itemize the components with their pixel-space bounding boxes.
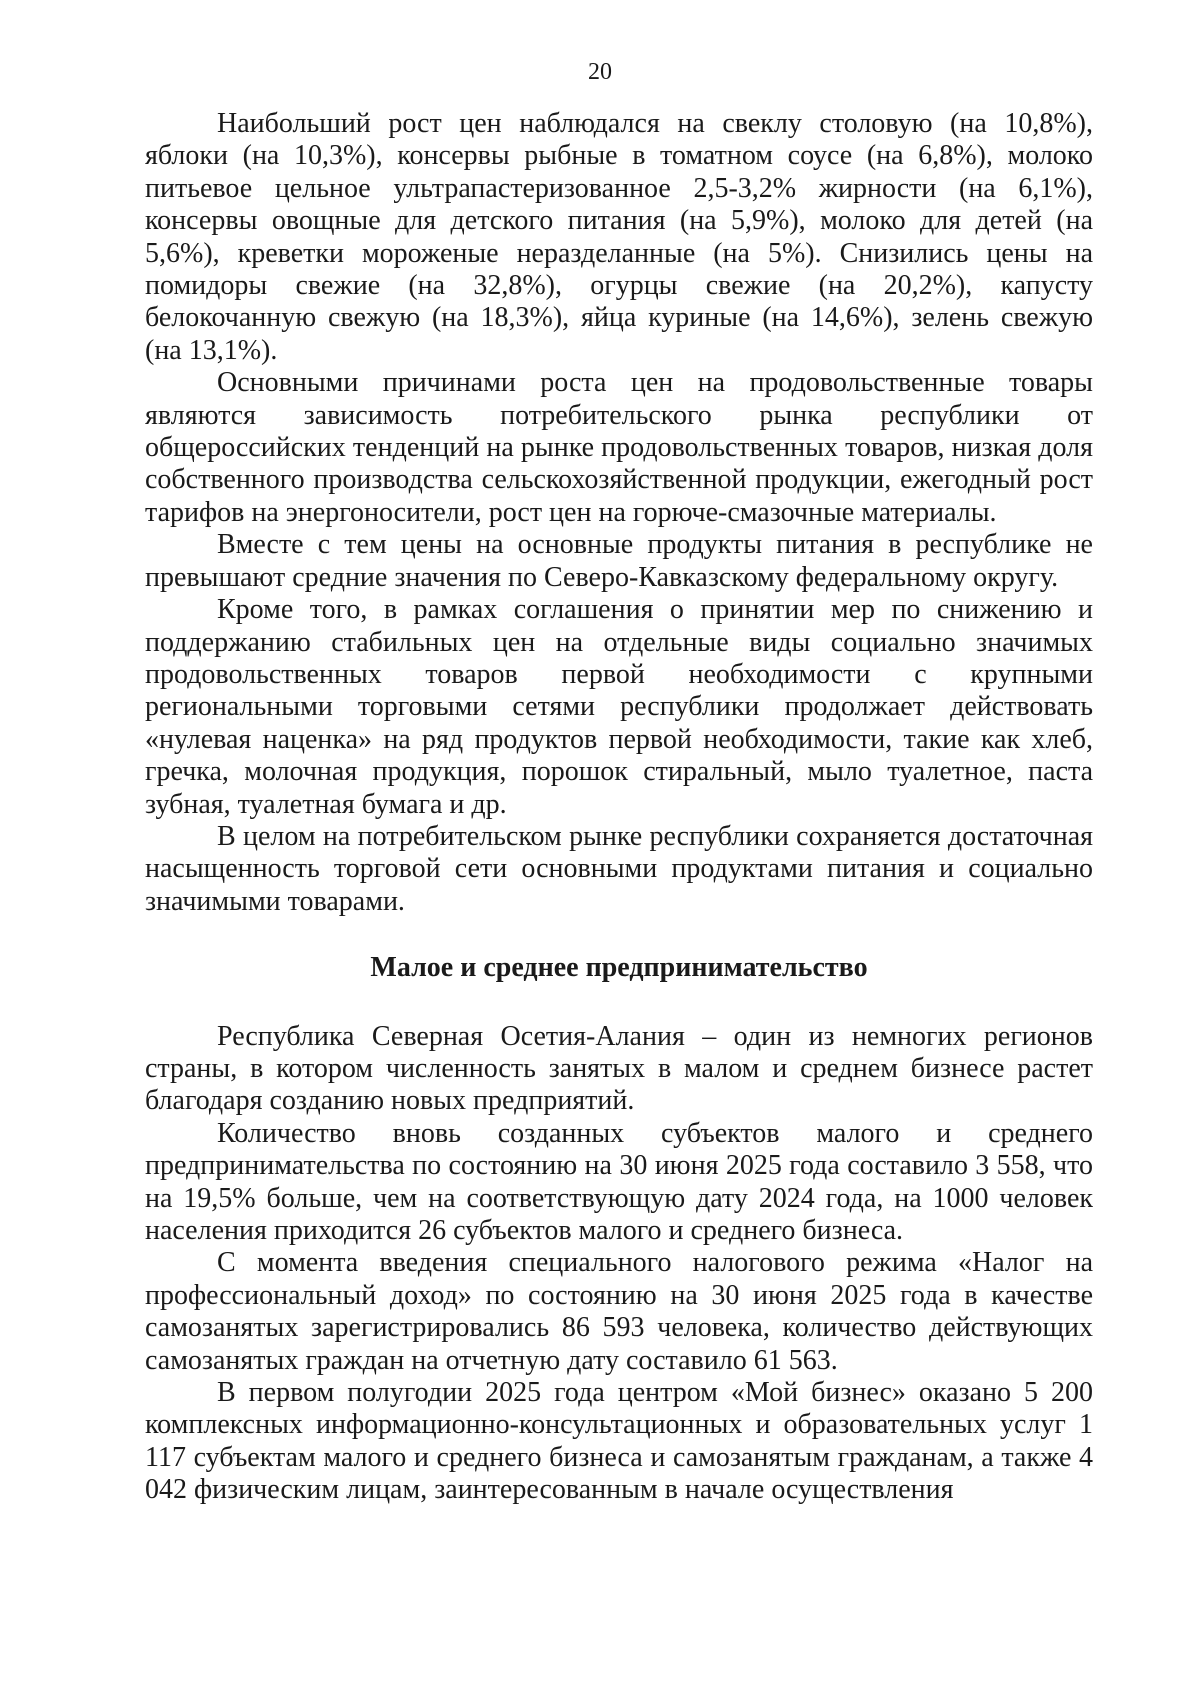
section-heading: Малое и среднее предпринимательство <box>370 952 868 984</box>
paragraph-zero-markup: Кроме того, в рамках соглашения о принятии мер по снижению и поддержанию стабильных цен на отдельные виды социально значимых продовольственных товаров первой необходимости с крупными региональными торговыми сетями республики продолжает действовать «нулевая наценка» на ряд продуктов первой необходимости, такие как хлеб, гречка, молочная продукция, порошок стиральный, мыло туалетное, паста зубная, туалетная бумага и др. <box>145 594 1093 820</box>
spacer <box>145 985 1093 1021</box>
paragraph-my-business-center: В первом полугодии 2025 года центром «Мой бизнес» оказано 5 200 комплексных информационно-консультационных и образовательных услуг 1 117 субъектам малого и среднего бизнеса и самозанятым гражданам, а также 4 042 физическим лицам, заинтересованным в начале осуществления <box>145 1377 1093 1506</box>
paragraph-market-saturation: В целом на потребительском рынке республики сохраняется достаточная насыщенность торговой сети основными продуктами питания и социально значимыми товарами. <box>145 820 1093 917</box>
paragraph-price-growth-reasons: Основными причинами роста цен на продовольственные товары являются зависимость потребительского рынка республики от общероссийских тенденций на рынке продовольственных товаров, низкая доля собственного производства сельскохозяйственной продукции, ежегодный рост тарифов на энергоносители, рост цен на горюче-смазочные материалы. <box>145 367 1093 528</box>
spacer <box>145 918 1093 952</box>
paragraph-price-growth: Наибольший рост цен наблюдался на свеклу столовую (на 10,8%), яблоки (на 10,3%), консервы рыбные в томатном соусе (на 6,8%), молоко питьевое цельное ультрапастеризованное 2,5-3,2% жирности (на 6,1%), консервы овощные для детского питания (на 5,9%), молоко для детей (на 5,6%), креветки мороженые неразделанные (на 5%). Снизились цены на помидоры свежие (на 32,8%), огурцы свежие (на 20,2%), капусту белокочанную свежую (на 18,3%), яйца куриные (на 14,6%), зелень свежую (на 13,1%). <box>145 108 1093 366</box>
page-number: 20 <box>588 59 612 85</box>
paragraph-prices-vs-district: Вместе с тем цены на основные продукты питания в республике не превышают средние значения по Северо-Кавказскому федеральному округу. <box>145 529 1093 593</box>
paragraph-new-sme-count: Количество вновь созданных субъектов малого и среднего предпринимательства по состоянию на 30 июня 2025 года составило 3 558, что на 19,5% больше, чем на соответствующую дату 2024 года, на 1000 человек населения приходится 26 субъектов малого и среднего бизнеса. <box>145 1117 1093 1246</box>
paragraph-self-employed: С момента введения специального налогового режима «Налог на профессиональный доход» по состоянию на 30 июня 2025 года в качестве самозанятых зарегистрировались 86 593 человека, количество действующих самозанятых граждан на отчетную дату составило 61 563. <box>145 1247 1093 1376</box>
document-body <box>145 108 1093 1507</box>
paragraph-sme-growth: Республика Северная Осетия-Алания – один из немногих регионов страны, в котором численность занятых в малом и среднем бизнесе растет благодаря созданию новых предприятий. <box>145 1020 1093 1117</box>
